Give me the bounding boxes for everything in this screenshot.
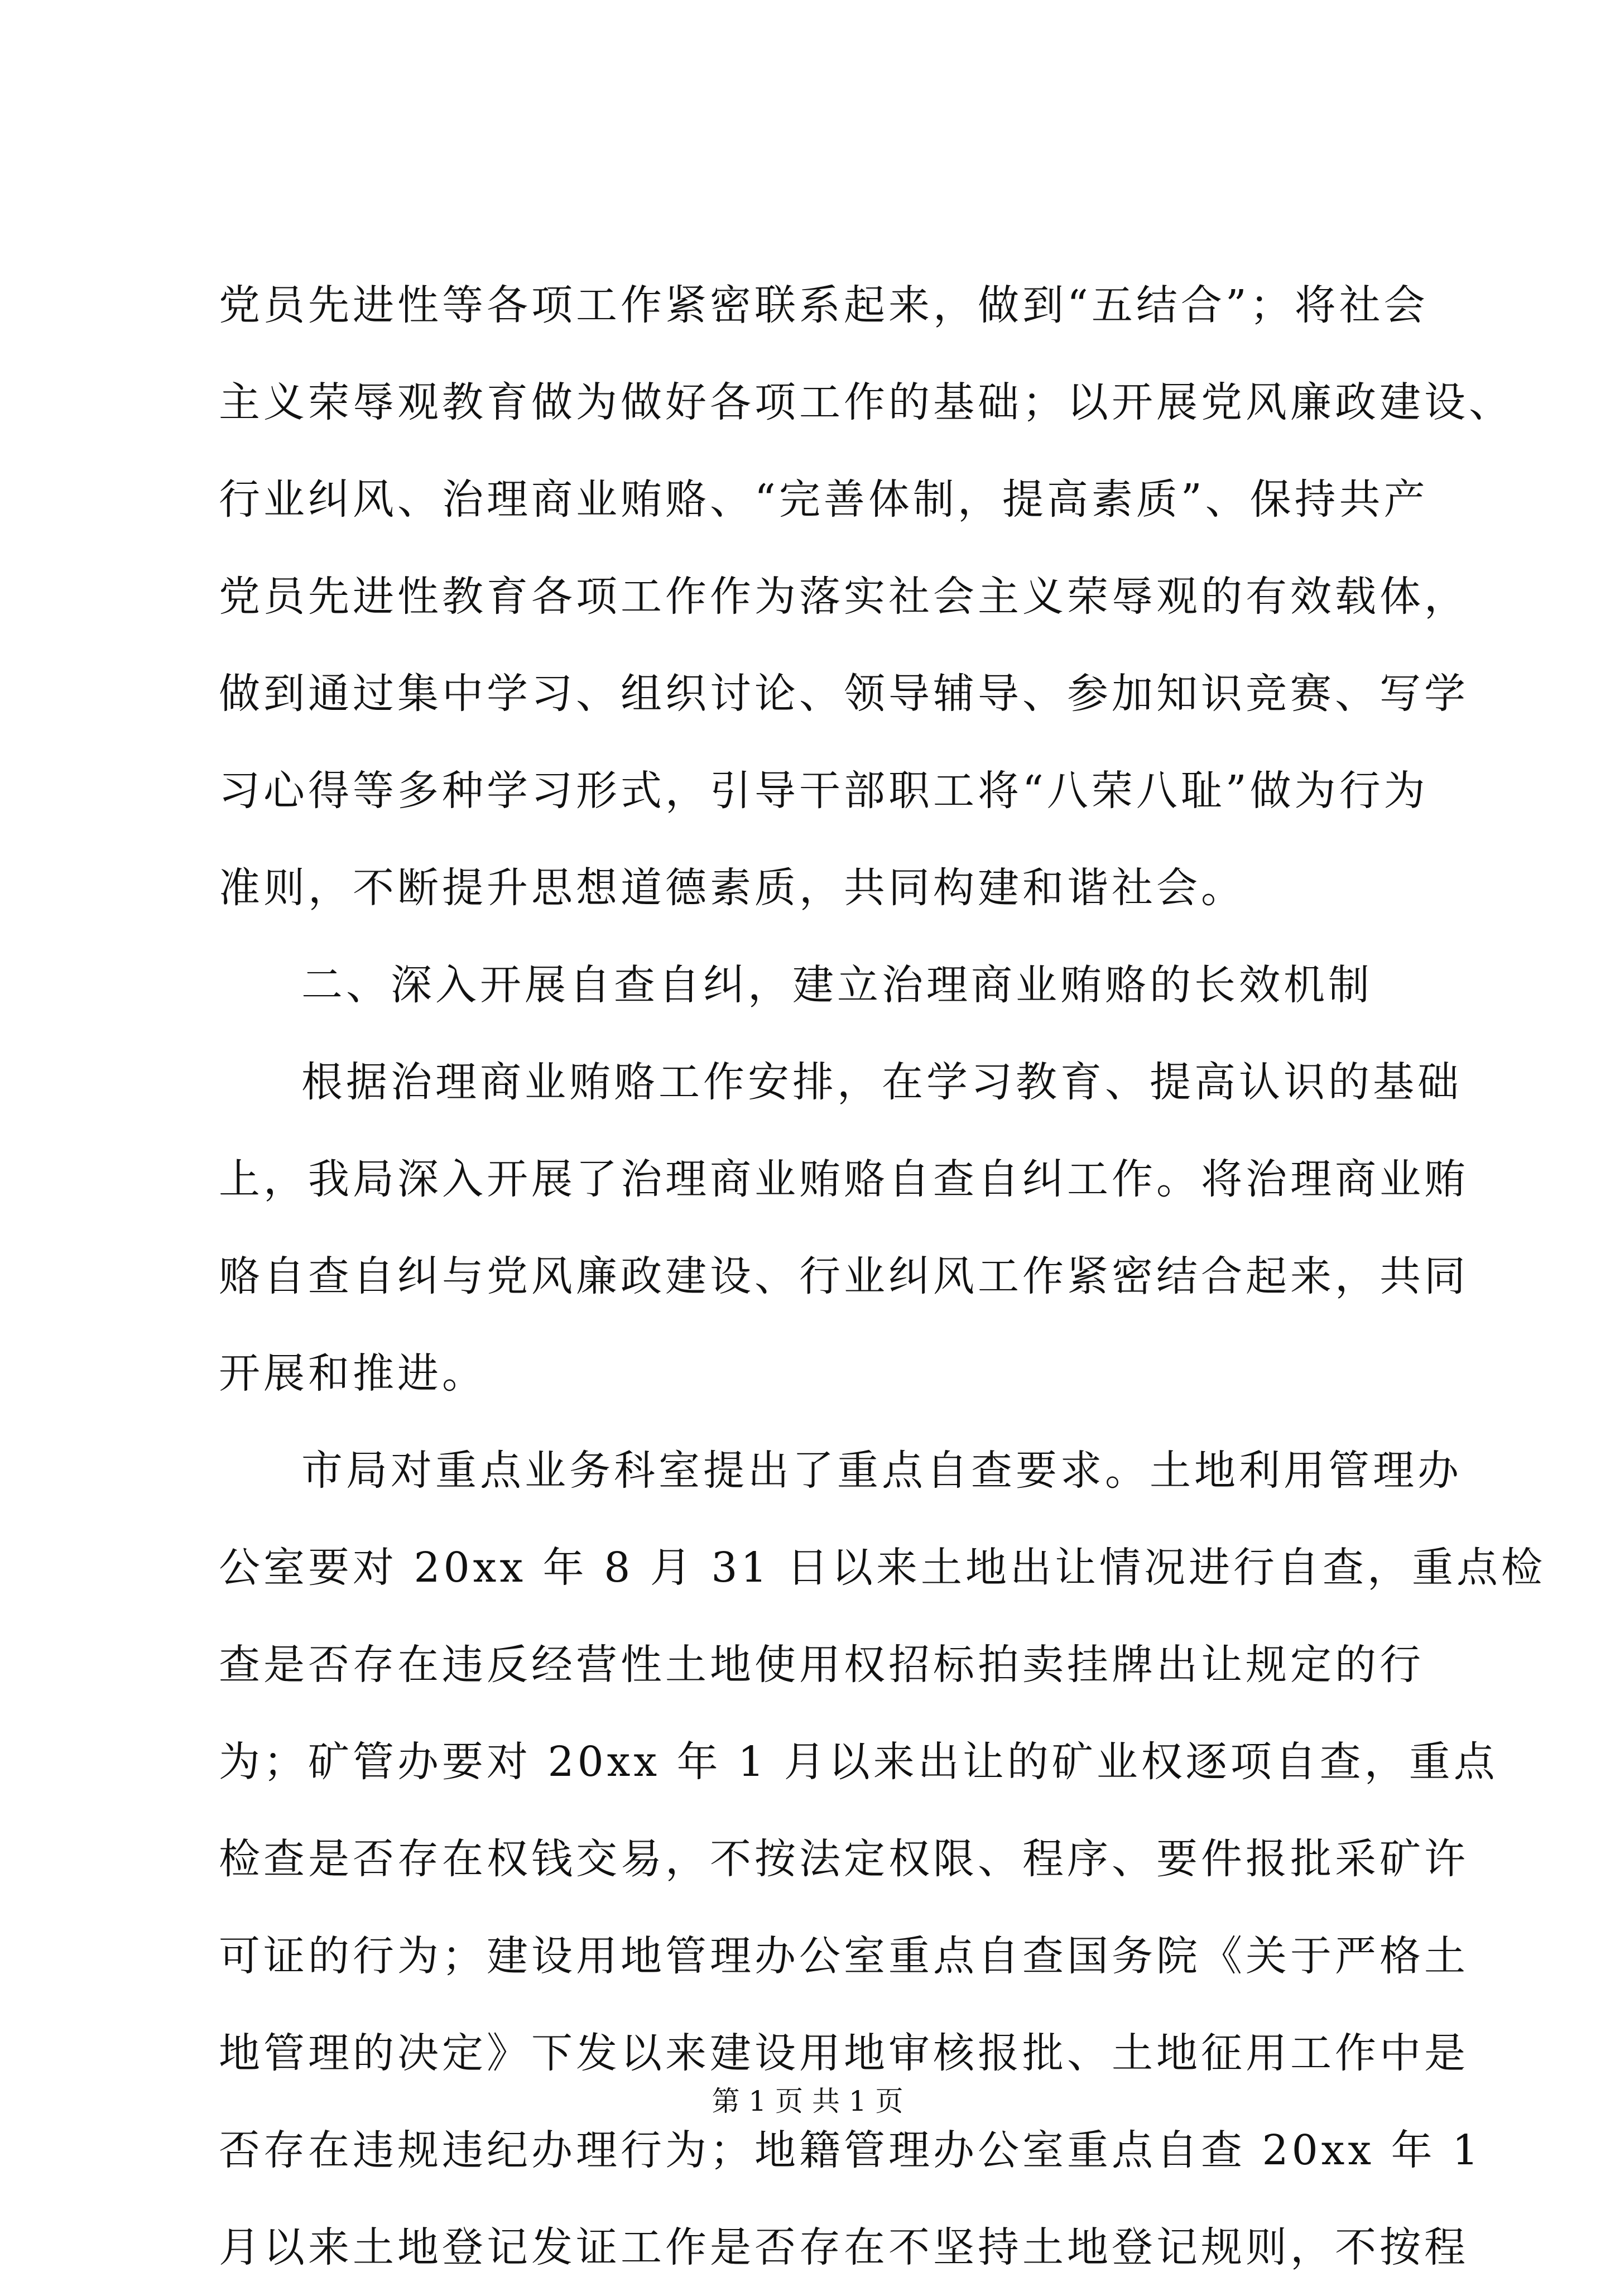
text-line: 否存在违规违纪办理行为；地籍管理办公室重点自查 20xx 年 1 [219, 2126, 1482, 2174]
text-line: 党员先进性等各项工作紧密联系起来，做到“五结合”；将社会 [219, 281, 1429, 329]
text-line: 公室要对 20xx 年 8 月 31 日以来土地出让情况进行自查，重点检 [219, 1544, 1546, 1592]
text-line: 市局对重点业务科室提出了重点自查要求。土地利用管理办 [301, 1447, 1462, 1495]
text-line: 月以来土地登记发证工作是否存在不坚持土地登记规则，不按程 [219, 2223, 1469, 2271]
text-line: 上，我局深入开展了治理商业贿赂自查自纠工作。将治理商业贿 [219, 1155, 1469, 1203]
text-line: 地管理的决定》下发以来建设用地审核报批、土地征用工作中是 [219, 2029, 1469, 2077]
text-line: 赂自查自纠与党风廉政建设、行业纠风工作紧密结合起来，共同 [219, 1252, 1469, 1300]
text-line: 做到通过集中学习、组织讨论、领导辅导、参加知识竞赛、写学 [219, 670, 1469, 718]
text-line: 查是否存在违反经营性土地使用权招标拍卖挂牌出让规定的行 [219, 1641, 1424, 1689]
text-line: 党员先进性教育各项工作作为落实社会主义荣辱观的有效载体， [219, 573, 1469, 621]
text-line: 开展和推进。 [219, 1349, 487, 1397]
text-line: 二、深入开展自查自纠，建立治理商业贿赂的长效机制 [301, 961, 1373, 1009]
body-text [219, 257, 1546, 2296]
text-line: 检查是否存在权钱交易，不按法定权限、程序、要件报批采矿许 [219, 1835, 1469, 1883]
text-line: 行业纠风、治理商业贿赂、“完善体制，提高素质”、保持共产 [219, 475, 1429, 523]
text-line: 准则，不断提升思想道德素质，共同构建和谐社会。 [219, 864, 1246, 912]
text-line: 习心得等多种学习形式，引导干部职工将“八荣八耻”做为行为 [219, 767, 1429, 815]
text-line: 为；矿管办要对 20xx 年 1 月以来出让的矿业权逐项自查，重点 [219, 1738, 1498, 1786]
text-line: 根据治理商业贿赂工作安排，在学习教育、提高认识的基础 [301, 1058, 1462, 1106]
text-line: 主义荣辱观教育做为做好各项工作的基础；以开展党风廉政建设、 [219, 378, 1513, 426]
text-line: 可证的行为；建设用地管理办公室重点自查国务院《关于严格土 [219, 1932, 1469, 1980]
page-footer: 第 1 页 共 1 页 [712, 2085, 903, 2117]
